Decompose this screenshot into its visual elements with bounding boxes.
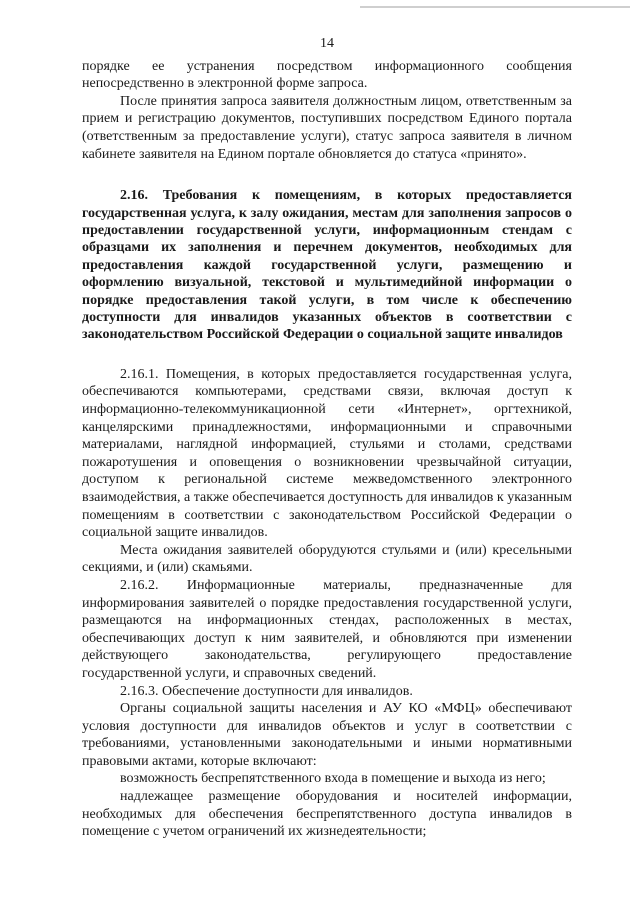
scan-edge-line (360, 6, 630, 8)
paragraph: возможность беспрепятственного входа в помещение и выхода из него; (120, 771, 546, 787)
paragraph: 2.16.3. Обеспечение доступности для инвалидов. (120, 683, 413, 699)
section-heading: 2.16. Требования к помещениям, в которых предоставляется государственная услуга, к залу ожидания, местам для заполнения запросов о предоставлении государственной услуги, информационным стендам с образцами их заполнения и перечнем документов, необходимых для предоставления каждой государственной услуги, размещению и оформлению визуальной, текстовой и мультимедийной информации о порядке предоставления такой услуги, в том числе к обеспечению доступности для инвалидов указанных объектов в соответствии с законодательством Российской Федерации о социальной защите инвалидов (82, 188, 572, 343)
paragraph: Органы социальной защиты населения и АУ КО «МФЦ» обеспечивают условия доступности для инвалидов объектов и услуг в соответствии с требованиями, установленными законодательными и иными нормативными правовыми актами, которые включают: (82, 701, 572, 769)
intro-section (82, 58, 572, 164)
paragraph: После принятия запроса заявителя должностным лицом, ответственным за прием и регистрацию документов, поступивших посредством Единого портала (ответственным за предоставление услуги), статус запроса заявителя в личном кабинете заявителя на Едином портале обновляется до статуса «принято». (82, 93, 572, 162)
paragraph: надлежащее размещение оборудования и носителей информации, необходимых для обеспечения беспрепятственного доступа инвалидов в помещение с учетом ограничений их жизнедеятельности; (82, 789, 572, 840)
paragraph: Места ожидания заявителей оборудуются стульями и (или) кресельными секциями, и (или) скамьями. (82, 542, 572, 576)
paragraph: 2.16.2. Информационные материалы, предназначенные для информирования заявителей о порядке предоставления государственной услуги, размещаются на информационных стендах, расположенных в местах, обеспечивающих доступ к ним заявителей, и обновляются при изменении действующего законодательства, регулирующего предоставление государственной услуги, и справочных сведений. (82, 577, 572, 681)
body-section (82, 366, 572, 841)
paragraph: 2.16.1. Помещения, в которых предоставляется государственная услуга, обеспечиваются компьютерами, средствами связи, включая доступ к информационно-телекоммуникационной сети «Интернет», оргтехникой, канцелярскими принадлежностями, информационными и справочными материалами, наглядной информацией, стульями и столами, средствами пожаротушения и оповещения о возникновении чрезвычайной ситуации, доступом к региональной системе межведомственного электронного взаимодействия, а также обеспечивается доступность для инвалидов к указанным помещениям в соответствии с законодательством Российской Федерации о социальной защите инвалидов. (82, 366, 572, 541)
page-number: 14 (320, 36, 334, 51)
paragraph: порядке ее устранения посредством информационного сообщения непосредственно в электронной форме запроса. (82, 58, 572, 92)
